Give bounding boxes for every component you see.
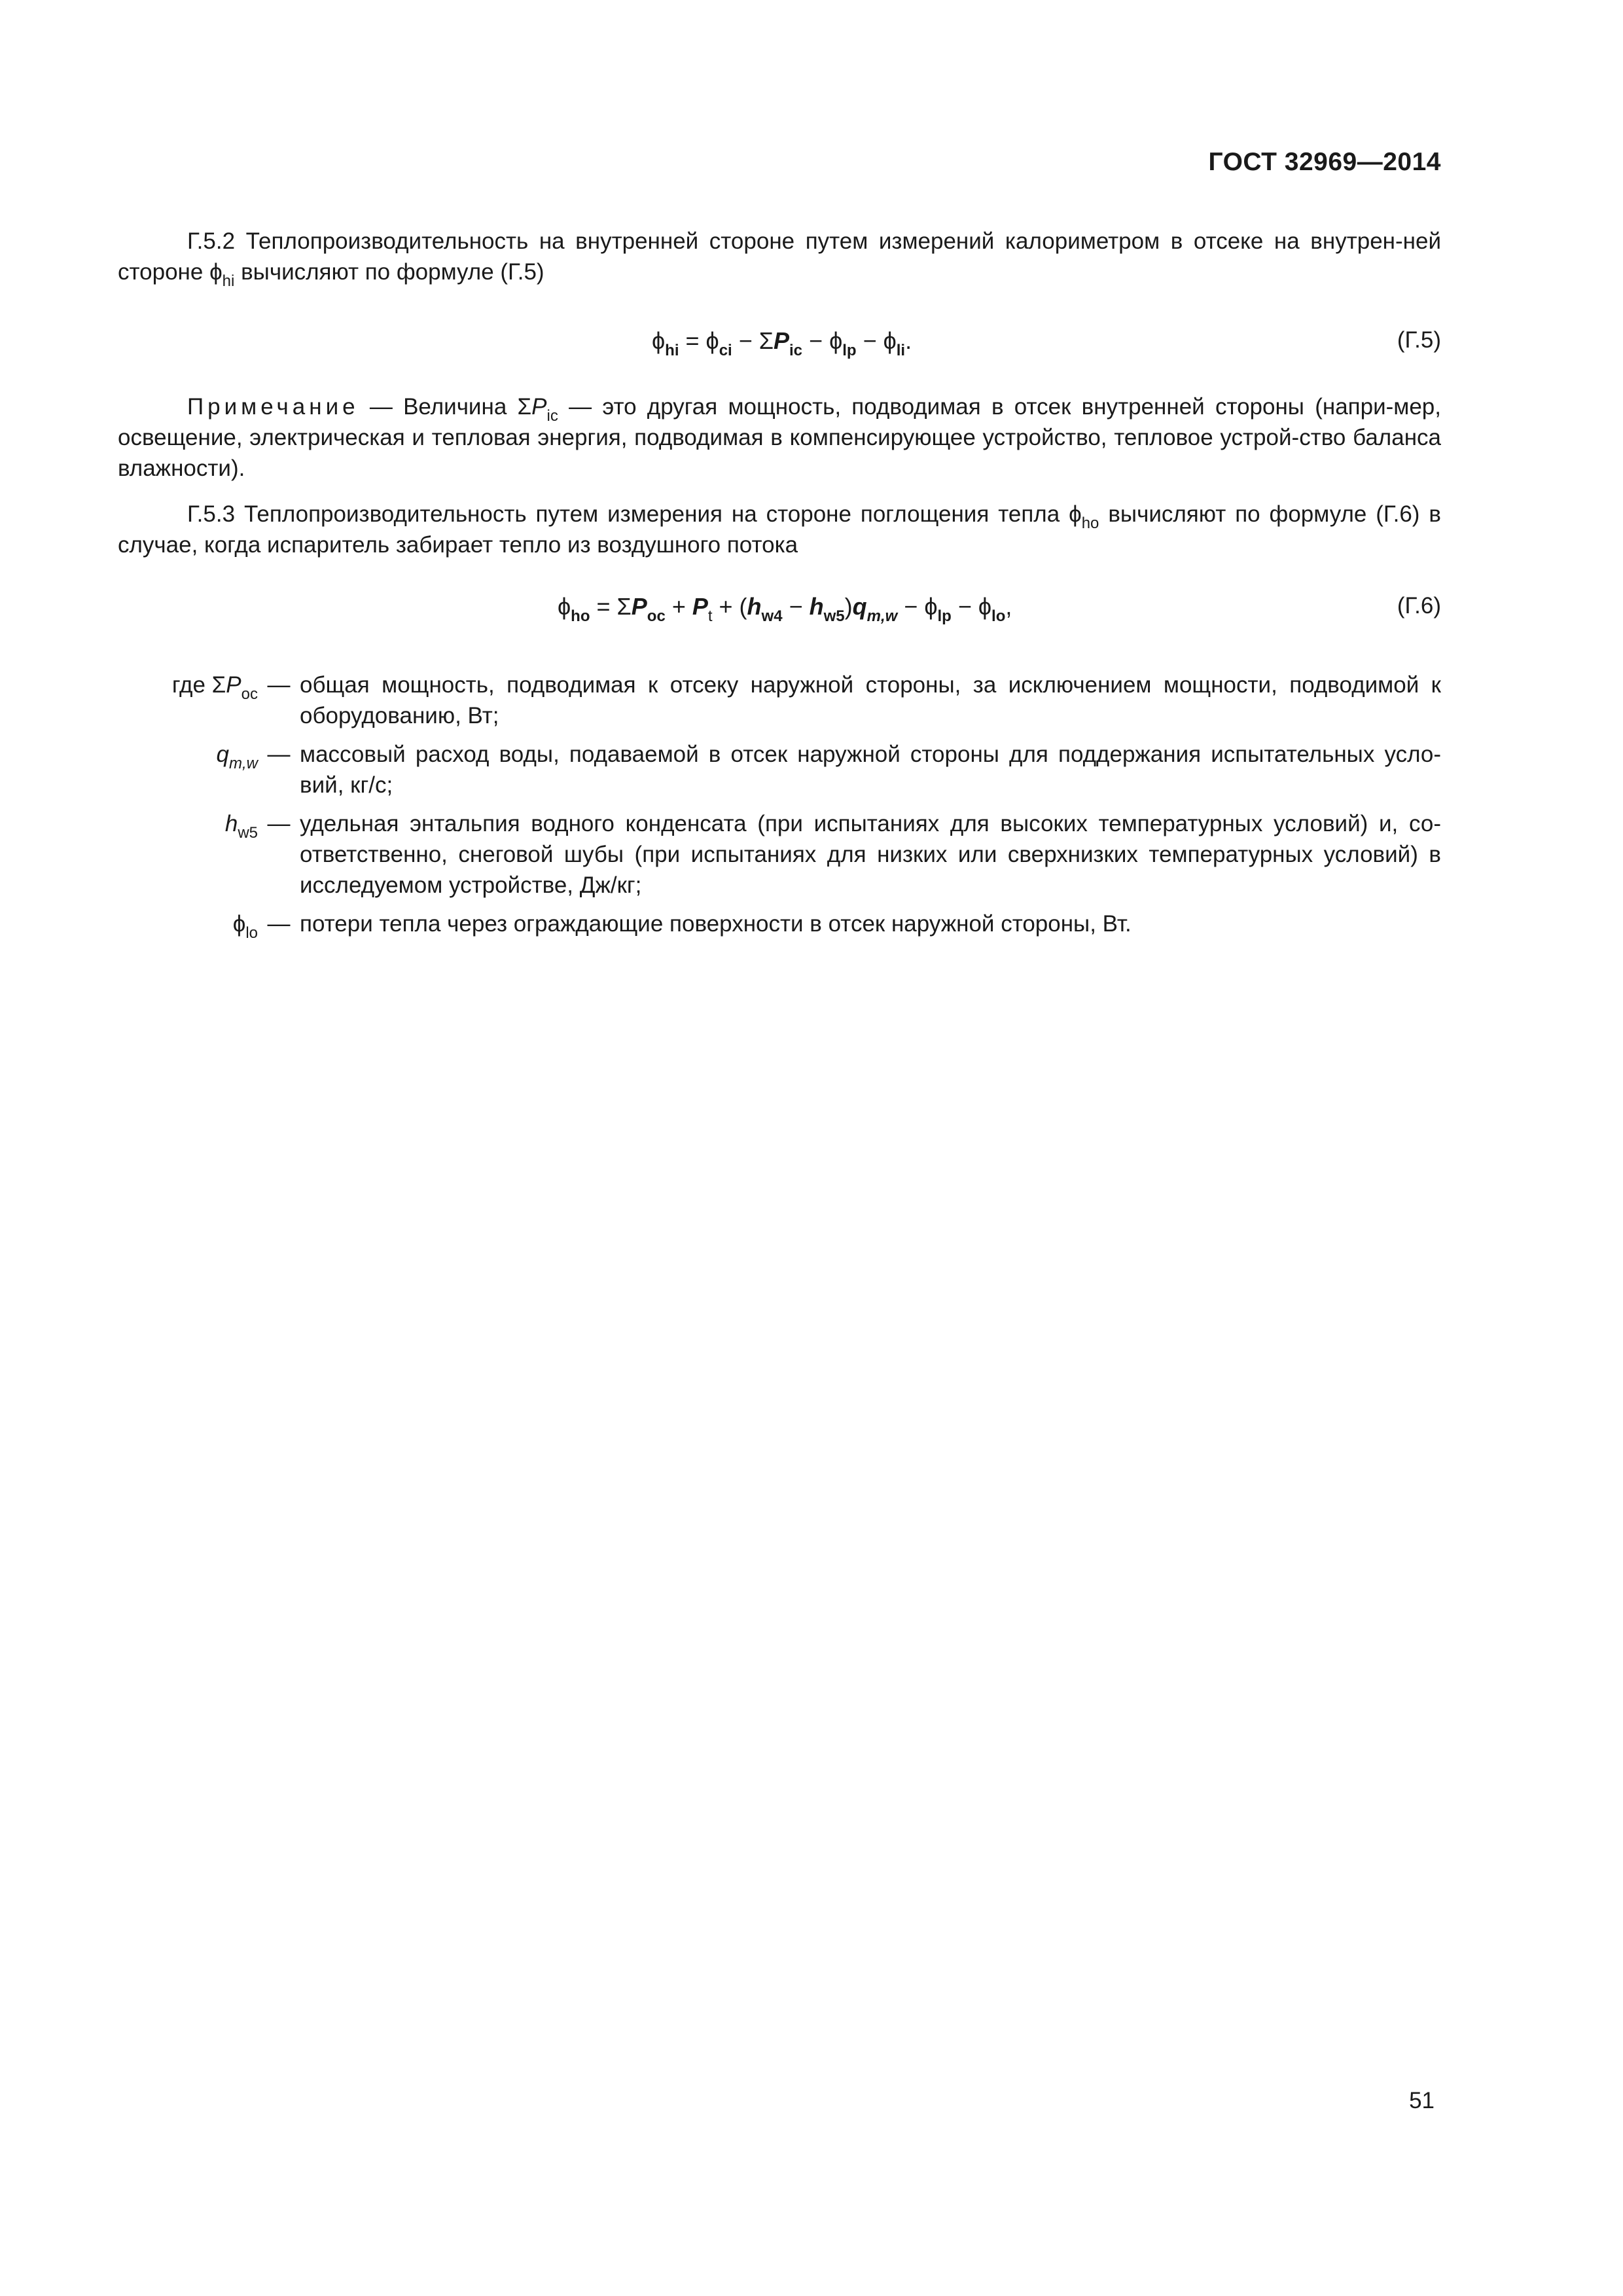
definition-item	[118, 808, 1441, 901]
paragraph-g52	[118, 226, 1441, 290]
definition-term: $h_{w5}$	[224, 811, 258, 842]
definition-text: общая мощность, подводимая к отсеку наружной стороны, за исключением мощности, подводимой к оборудованию, Вт;	[300, 672, 1441, 728]
definition-dash: —	[267, 911, 291, 937]
formula-number-g5: (Г.5)	[1397, 327, 1441, 353]
definitions-list	[118, 670, 1441, 947]
definition-dash: —	[267, 672, 291, 698]
definition-term: где $\Sigma P_{oc}$	[171, 672, 258, 703]
note-paragraph: Примечание — Величина $\Sigma P_{ic}$ — это другая мощность, подводимая в отсек внутренней стороны (напри-мер, освещение, электрическая и тепловая энергия, подводимая в компенсирующее устройство, тепловое устрой-ство баланса влажности).	[118, 394, 1441, 481]
definition-item	[118, 908, 1441, 942]
definition-item	[118, 739, 1441, 800]
phi-symbol: ϕ	[1069, 501, 1082, 527]
definition-term: $q_{m,w}$	[216, 742, 258, 772]
definition-dash: —	[267, 742, 291, 767]
paragraph-text: Г.5.2 Теплопроизводительность на внутренней стороне путем измерений калориметром в отсеке на внутрен-ней стороне	[118, 228, 1441, 285]
formula-g5: $\phi_{hi} = \phi_{ci} - \Sigma P_{ic} - \phi_{lp} - \phi_{li}$.	[652, 327, 912, 359]
formula-row-g5	[118, 327, 1441, 367]
definition-text: удельная энтальпия водного конденсата (при испытаниях для высоких температурных условий) и, со-ответственно, снеговой шубы (при испытаниях для низких или сверхнизких температурных условий) в исследуемом устройстве, Дж/кг;	[300, 811, 1441, 898]
paragraph-g53: Г.5.3 Теплопроизводительность путем измерения на стороне поглощения тепла $\phi_{ho}$ вычисляют по формуле (Г.6) в случае, когда испаритель забирает тепло из воздушного потока	[118, 501, 1441, 558]
formula-number-g6: (Г.6)	[1397, 593, 1441, 619]
definition-dash: —	[267, 811, 291, 836]
formula-row-g6	[118, 593, 1441, 632]
paragraph-text: вычисляют по формуле (Г.5)	[234, 259, 544, 285]
subscript: hi	[222, 272, 235, 290]
definition-text: потери тепла через ограждающие поверхности в отсек наружной стороны, Вт.	[300, 911, 1132, 937]
definition-term: $\phi_{lo}$	[232, 911, 258, 942]
page-number: 51	[1409, 2088, 1435, 2113]
definition-item	[118, 670, 1441, 731]
note-label: Примечание	[187, 394, 359, 420]
definition-text: массовый расход воды, подаваемой в отсек наружной стороны для поддержания испытательных усло-вий, кг/с;	[300, 742, 1441, 798]
formula-g6: $\phi_{ho} = \Sigma P_{oc} + P_t + (h_{w4} - h_{w5})q_{m,w} - \phi_{lp} - \phi_{lo}$,	[558, 593, 1012, 625]
phi-symbol: ϕ	[209, 259, 223, 285]
document-code-header: ГОСТ 32969—2014	[1208, 148, 1441, 176]
